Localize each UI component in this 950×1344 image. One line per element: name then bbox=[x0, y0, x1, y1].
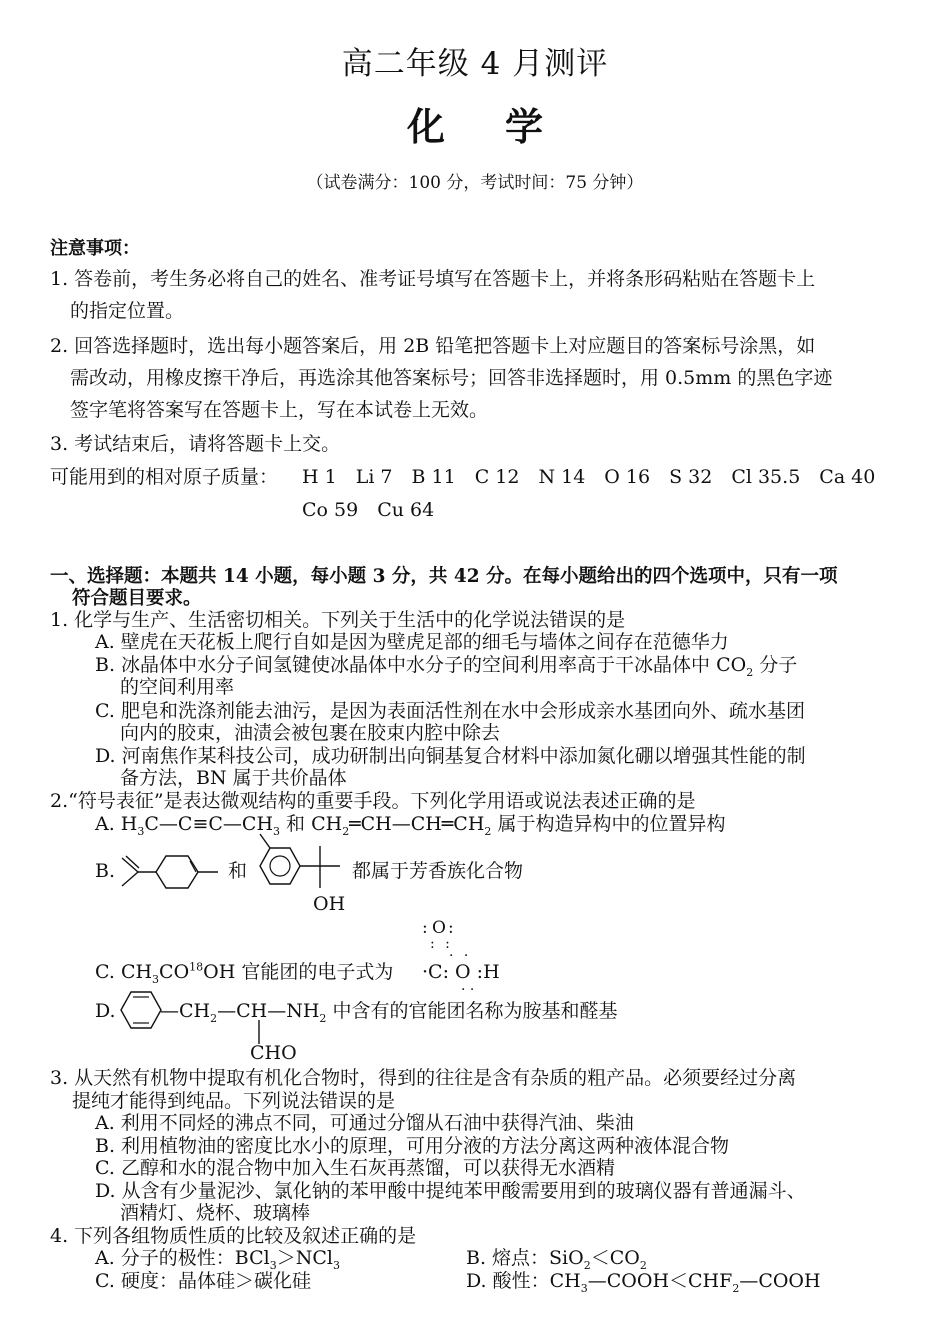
q2-option-c: C. $CH_3CO^{18}OH$ 官能团的电子式为 bbox=[95, 960, 394, 986]
section-1-heading-line-2: 符合题目要求。 bbox=[72, 588, 202, 609]
note-2-line-2: 需改动，用橡皮擦干净后，再选涂其他答案标号；回答非选择题时，用 0.5mm 的黑色字迹 bbox=[70, 367, 833, 389]
atomic-mass-line-2: Co 59 Cu 64 bbox=[302, 499, 435, 521]
section-1-heading-line-1: 一、选择题：本题共 14 小题，每小题 3 分，共 42 分。在每小题给出的四个选项中，只有一项 bbox=[50, 566, 838, 587]
note-1-line-1: 1. 答卷前，考生务必将自己的姓名、准考证号填写在答题卡上，并将条形码粘贴在答题卡上 bbox=[50, 268, 816, 290]
note-3: 3. 考试结束后，请将答题卡上交。 bbox=[50, 433, 341, 455]
notes-heading: 注意事项： bbox=[50, 238, 140, 259]
q2-option-d-cho: CHO bbox=[250, 1042, 297, 1064]
exam-title: 高二年级 4 月测评 bbox=[341, 46, 609, 82]
terpineol-aromatic-structure bbox=[248, 830, 348, 896]
atomic-mass-line-1: H 1 Li 7 B 11 C 12 N 14 O 16 S 32 Cl 35.5 Ca 40 bbox=[302, 466, 876, 488]
q3-stem-line-1: 3. 从天然有机物中提取有机化合物时，得到的往往是含有杂质的粗产品。必须要经过分离 bbox=[50, 1067, 797, 1089]
atomic-mass-label: 可能用到的相对原子质量： bbox=[50, 466, 279, 488]
note-2-line-1: 2. 回答选择题时，选出每小题答案后，用 2B 铅笔把答题卡上对应题目的答案标号涂黑，如 bbox=[50, 335, 816, 357]
electron-dot-row: ·C: O :H bbox=[422, 961, 500, 983]
q3-option-d-line-2: 酒精灯、烧杯、玻璃棒 bbox=[120, 1202, 311, 1224]
note-2-line-3: 签字笔将答案写在答题卡上，写在本试卷上无效。 bbox=[70, 399, 489, 421]
q4-stem: 4. 下列各组物质性质的比较及叙述正确的是 bbox=[50, 1225, 417, 1247]
q1-option-d-line-1: D. 河南焦作某科技公司，成功研制出向铜基复合材料中添加氮化硼以增强其性能的制 bbox=[95, 745, 806, 767]
q2-option-d-label: D. bbox=[95, 1000, 116, 1022]
q3-option-b: B. 利用植物油的密度比水小的原理，可用分液的方法分离这两种液体混合物 bbox=[95, 1135, 730, 1157]
q2-option-b-and: 和 bbox=[228, 860, 248, 882]
q1-option-b-line-2: 的空间利用率 bbox=[120, 676, 235, 698]
q1-option-d-line-2: 备方法，BN 属于共价晶体 bbox=[120, 767, 347, 789]
q1-stem: 1. 化学与生产、生活密切相关。下列关于生活中的化学说法错误的是 bbox=[50, 609, 626, 631]
ch-branch-bond bbox=[257, 1020, 261, 1044]
q2-option-b-text: 都属于芳香族化合物 bbox=[352, 860, 524, 882]
q2-option-d-text: $—CH_2—CH—NH_2$ 中含有的官能团名称为胺基和醛基 bbox=[160, 1000, 618, 1025]
benzene-ring-icon bbox=[120, 989, 162, 1033]
limonene-structure bbox=[118, 846, 228, 896]
electron-pair: · · bbox=[449, 948, 472, 964]
q1-option-a: A. 壁虎在天花板上爬行自如是因为壁虎足部的细毛与墙体之间存在范德华力 bbox=[95, 631, 729, 653]
q2-stem: 2.“符号表征”是表达微观结构的重要手段。下列化学用语或说法表述正确的是 bbox=[50, 790, 696, 812]
q4-option-b: B. 熔点：$SiO_2<CO_2$ bbox=[466, 1247, 647, 1272]
subject-title: 化学 bbox=[406, 104, 603, 149]
electron-pair: : bbox=[422, 918, 428, 938]
q3-option-c: C. 乙醇和水的混合物中加入生石灰再蒸馏，可以获得无水酒精 bbox=[95, 1157, 615, 1179]
q3-stem-line-2: 提纯才能得到纯品。下列说法错误的是 bbox=[72, 1090, 396, 1112]
q2-option-b-label: B. bbox=[95, 860, 116, 882]
electron-pair: · · bbox=[461, 982, 475, 998]
q3-option-a: A. 利用不同烃的沸点不同，可通过分馏从石油中获得汽油、柴油 bbox=[95, 1112, 634, 1134]
q2-option-b-oh: OH bbox=[313, 893, 346, 915]
note-1-line-2: 的指定位置。 bbox=[70, 300, 185, 322]
q4-option-a: A. 分子的极性：BCl$_3$＞NCl$_3$ bbox=[95, 1247, 340, 1272]
q1-option-c-line-1: C. 肥皂和洗涤剂能去油污，是因为表面活性剂在水中会形成亲水基团向外、疏水基团 bbox=[95, 700, 805, 722]
q3-option-d-line-1: D. 从含有少量泥沙、氯化钠的苯甲酸中提纯苯甲酸需要用到的玻璃仪器有普通漏斗、 bbox=[95, 1180, 806, 1202]
q4-option-c: C. 硬度：晶体硅＞碳化硅 bbox=[95, 1270, 311, 1292]
exam-info: （试卷满分：100 分，考试时间：75 分钟） bbox=[306, 173, 644, 193]
electron-dot-o-top: O bbox=[432, 918, 446, 938]
electron-pair: : : bbox=[430, 936, 453, 952]
q4-option-d: D. 酸性：$CH_3—COOH<CHF_2—COOH$ bbox=[466, 1270, 821, 1295]
q1-option-c-line-2: 向内的胶束，油渍会被包裹在胶束内腔中除去 bbox=[120, 722, 501, 744]
q1-option-b-line-1: B. 冰晶体中水分子间氢键使冰晶体中水分子的空间利用率高于干冰晶体中 $CO_2$ 分子 bbox=[95, 654, 798, 679]
q2-option-a: A. $H_3C—C\equiv C—CH_3$ 和 $CH_2═CH—CH═CH_2$ 属于构造异构中的位置异构 bbox=[95, 813, 726, 838]
electron-pair: : bbox=[448, 918, 454, 938]
